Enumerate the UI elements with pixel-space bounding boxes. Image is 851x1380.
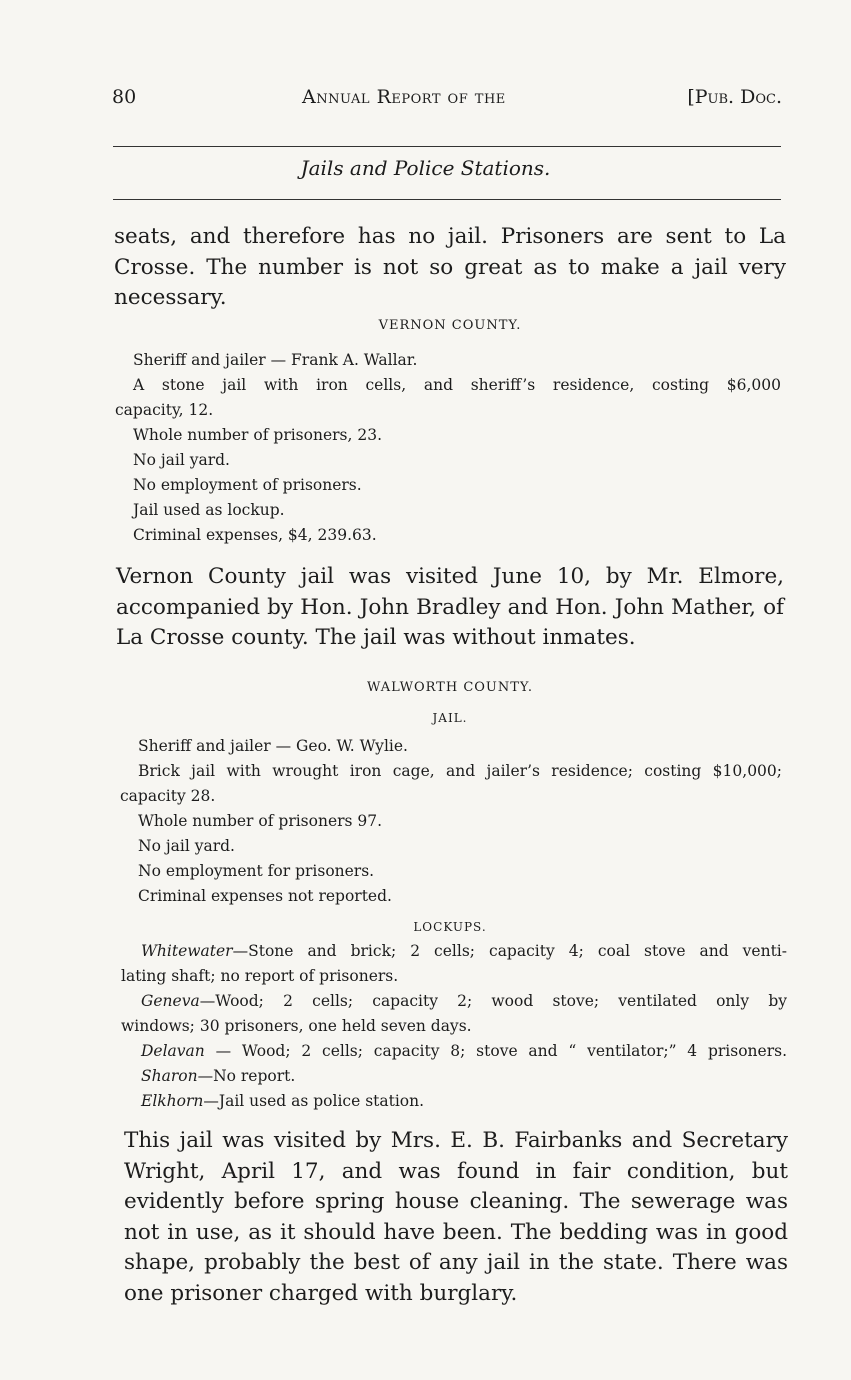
vernon-paragraph: Vernon County jail was visited June 10, by Mr. Elmore, accompanied by Hon. John Bradley and Hon. John Mather, of La Crosse county. The jail was without inmates. [116, 564, 784, 650]
vernon-line: No jail yard. [133, 451, 230, 469]
lockup-entry: Sharon—No report. [141, 1067, 296, 1085]
header-rule [113, 146, 781, 147]
walworth-jail-line: No jail yard. [138, 837, 235, 855]
walworth-jail-line: Criminal expenses not reported. [138, 887, 392, 905]
vernon-line: Whole number of prisoners, 23. [133, 426, 382, 444]
vernon-line: capacity, 12. [115, 401, 214, 419]
walworth-jail-line: No employment for prisoners. [138, 862, 375, 880]
header-doc: [Pub. Doc. [687, 86, 782, 108]
walworth-heading: WALWORTH COUNTY. [367, 680, 533, 695]
vernon-line: No employment of prisoners. [133, 476, 362, 494]
vernon-line: Criminal expenses, $4, 239.63. [133, 526, 377, 544]
lockup-entry-continued: windows; 30 prisoners, one held seven days. [121, 1017, 472, 1035]
lockup-place: Geneva [141, 992, 200, 1010]
section-title: Jails and Police Stations. [300, 156, 551, 180]
jail-subheading: JAIL. [432, 711, 468, 725]
walworth-jail-line: Whole number of prisoners 97. [138, 812, 383, 830]
walworth-jail-details [120, 734, 782, 909]
running-header [112, 86, 782, 116]
lockup-place: Sharon [141, 1067, 198, 1085]
walworth-paragraph: This jail was visited by Mrs. E. B. Fairbanks and Secretary Wright, April 17, and was found in fair condition, but evidently before spring house cleaning. The sewerage was not in use, as it should have been. The bedding was in good shape, probably the best of any jail in the state. There was one prisoner charged with burglary. [124, 1128, 788, 1306]
lockup-entry: Delavan — Wood; 2 cells; capacity 8; stove and “ ventilator;” 4 prisoners. [141, 1042, 787, 1060]
intro-paragraph: seats, and therefore has no jail. Prisoners are sent to La Crosse. The number is not so great as to make a jail very necessary. [114, 224, 786, 310]
vernon-details [115, 348, 781, 548]
vernon-line: Sheriff and jailer — Frank A. Wallar. [133, 351, 418, 369]
section-rule [113, 199, 781, 200]
lockup-place: Elkhorn [141, 1092, 204, 1110]
walworth-jail-line: Brick jail with wrought iron cage, and jailer’s residence; costing $10,000; [138, 762, 782, 780]
lockups-subheading: LOCKUPS. [413, 920, 487, 934]
vernon-line: Jail used as lockup. [133, 501, 285, 519]
walworth-jail-line: Sheriff and jailer — Geo. W. Wylie. [138, 737, 408, 755]
page-number: 80 [112, 86, 137, 108]
vernon-line: A stone jail with iron cells, and sheriff’s residence, costing $6,000 [133, 376, 781, 394]
lockups-list [121, 939, 787, 1114]
lockup-entry: Geneva—Wood; 2 cells; capacity 2; wood stove; ventilated only by [141, 992, 787, 1010]
header-title: Annual Report of the [302, 86, 506, 108]
lockup-entry: Elkhorn—Jail used as police station. [141, 1092, 425, 1110]
vernon-heading: VERNON COUNTY. [378, 318, 522, 333]
lockup-place: Whitewater [141, 942, 233, 960]
walworth-jail-line: capacity 28. [120, 787, 216, 805]
lockup-entry: Whitewater—Stone and brick; 2 cells; capacity 4; coal stove and venti- [141, 942, 787, 960]
lockup-place: Delavan [141, 1042, 205, 1060]
lockup-entry-continued: lating shaft; no report of prisoners. [121, 967, 399, 985]
